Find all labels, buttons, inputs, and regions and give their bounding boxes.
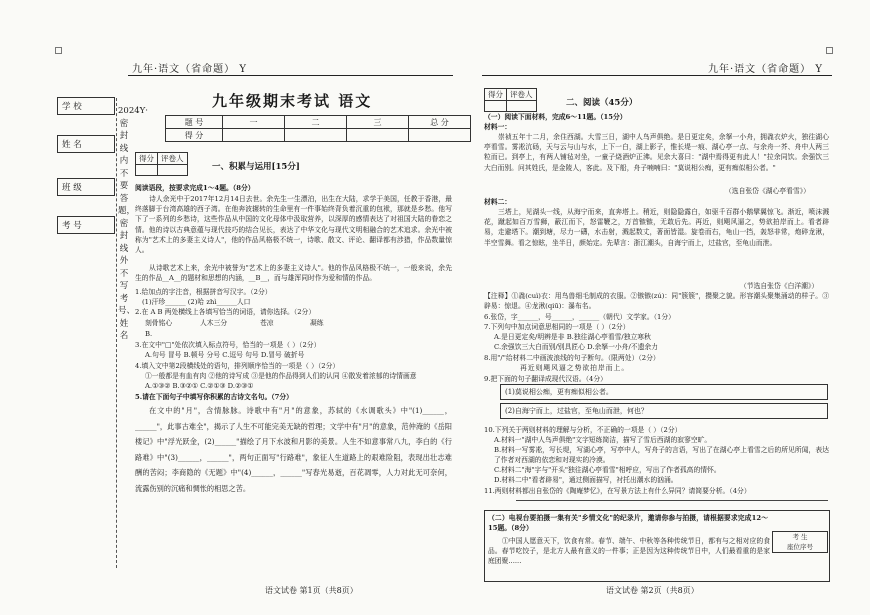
question-3: 3.在文中"□"处依次填入标点符号，恰当的一项是（ ）（2分） <box>135 341 321 349</box>
annotations: 【注释】①毳(cuì)衣：用鸟兽细毛制成的衣服。②镞镞(zú)：同"簇簇"，攒聚之貌。形容潮头聚集涌动的样子。③辟易：惊退。④龙湫(qiū)：瀑布名。 <box>484 292 829 311</box>
grader-name-cell[interactable] <box>158 165 188 176</box>
grader-name-label: 评卷人 <box>158 153 188 165</box>
q2-option: 刻骨铭心 <box>145 319 173 327</box>
q2-option: 凝练 <box>310 319 324 327</box>
question-5-text: 在文中的"月"，含情脉脉。诗歌中有"月"的意象，苏轼的《水调歌头》中"(1)______，______"，此事古难全"，揭示了人生不可能完美无缺的哲理；文学中有"月"的意象，范仲淹的《岳阳楼记》中"浮光跃金，(2)______"描绘了月下水波和月影的美景。人生不如意事常八九，李白的《行路难》中"(3)______，______"，两句正面写"行路难"，象征人生道路上的艰难险阻，表现出壮志难酬的苦闷；李商隐的《无题》中"(4)______，______"写春光易逝，百花凋零，人力对此无可奈何，流露伤别的沉痛和惆怅的相思之苦。 <box>135 406 452 493</box>
score-cell[interactable] <box>223 129 285 142</box>
header-right: 九年·语文（省命题） Y <box>708 64 823 75</box>
material-2-text: 三塔上，见湖头一线，从海宁而来，直奔塔上。稍近，则隐隐露白，如驱千百群小鹅擘翼惊飞。渐近，喷沫溅花，蹴起如百万雪狮，蔽江而下，怒雷鞭之，万首镞镞，无敢后先。再近，则飓风逼之，势欲拍岸而上。看者辟易，走避塔下。潮到塘，尽力一礴，水击射，溅起数丈，著面皆湿。旋卷而右，龟山一挡，轰怒非常，炮碎龙湫，半空雪舞。看之惊眩，坐半日，颜始定。先辈言：浙江潮头，自海宁而上，过盐官，至龟山而泄。 <box>484 208 829 247</box>
question-4: 4.填入文中第2段横线处的语句，排列顺序恰当的一项是（ ）（2分） <box>135 362 340 370</box>
score-cell[interactable] <box>409 129 471 142</box>
reading-part-1: （一）阅读下面材料，完成6～11题。（15分） <box>484 113 627 121</box>
crop-mark <box>55 47 62 54</box>
header-left: 九年·语文（省命题） Y <box>132 64 247 75</box>
grader-score-cell[interactable] <box>485 101 507 112</box>
score-header-cell: 一 <box>223 116 285 129</box>
q10-option-d: D.材料二中"看者辟易"，通过侧面描写，衬托出潮水的汹涌。 <box>494 476 678 484</box>
grader-box-left <box>135 152 188 176</box>
page-footer-left: 语文试卷 第1页（共8页） <box>265 586 358 595</box>
score-header-cell: 题 号 <box>166 116 223 129</box>
answer-line[interactable] <box>516 500 828 501</box>
q10-option-a: A.材料一"湖中人鸟声俱绝"文字短练简洁，描写了雪后西湖的寂寥空旷。 <box>494 436 712 444</box>
seal-line <box>116 98 117 568</box>
question-6: 6.张岱，字______，号______，______（朝代）文学家。（1分） <box>484 313 675 321</box>
material-1-source: （选自张岱《湖心亭看雪》） <box>725 187 810 195</box>
class-field[interactable]: 班 级 <box>57 178 115 196</box>
page-footer-right: 语文试卷 第2页（共8页） <box>606 586 699 595</box>
score-cell[interactable] <box>285 129 347 142</box>
material-2-source: （节选自张岱《白洋潮》） <box>740 282 819 290</box>
score-header-cell: 总 分 <box>409 116 471 129</box>
q2-b-label: B. <box>145 330 153 338</box>
score-table <box>165 115 471 142</box>
crop-mark <box>826 47 833 54</box>
q2-option: 人木三分 <box>200 319 228 327</box>
question-9: 9.把下面的句子翻译成现代汉语。（4分） <box>484 375 607 383</box>
grader-score-label: 得分 <box>485 89 507 101</box>
material-2-label: 材料二： <box>484 198 512 206</box>
question-10: 10.下列关于两则材料的理解与分析，不正确的一项是（ ）（2分） <box>484 426 682 434</box>
seat-number-box[interactable]: 考 生 座位序号 <box>772 531 828 553</box>
question-5: 5.请在下面句子中填写你积累的古诗文名句。（7分） <box>135 393 293 401</box>
score-cell[interactable] <box>347 129 409 142</box>
header-rule-right <box>482 75 832 76</box>
question-1-items: (1)汗珍______ (2)哈 zhì______人口 <box>142 298 251 306</box>
score-row-label: 得 分 <box>166 129 223 142</box>
grader-score-cell[interactable] <box>136 165 158 176</box>
question-7-options-ab: A.是日更定矣/明辨是非 B.独往湖心亭看雪/独立寒秋 <box>494 333 651 341</box>
material-1-text: 崇祯五年十二月，余住西湖。大雪三日，湖中人鸟声俱绝。是日更定矣，余拏一小舟，拥毳衣炉火，独往湖心亭看雪。雾凇沆砀，天与云与山与水，上下一白，湖上影子，惟长堤一痕、湖心亭一点、与余舟一芥、舟中人两三粒而已。到亭上，有两人铺毡对坐，一童子烧酒炉正沸。见余大喜曰："湖中焉得更有此人！"拉余同饮。余强饮三大白而别。问其姓氏，是金陵人，客此。及下船，舟子喃喃曰："莫说相公痴，更有痴似相公者。" <box>484 133 829 172</box>
reading-part-2: （二）电视台要拍摄一集有关"乡情文化"的纪录片，邀请你参与拍摄，请根据要求完成12～15题。（8分） <box>488 514 768 533</box>
question-4-items: ①一般都是有血有肉 ②他的诗写成 ③是他的作品得到人们的认同 ④散发着浓郁的诗情画意 <box>145 372 417 380</box>
section-2-title: 二、阅读（45分） <box>566 98 638 108</box>
school-field[interactable]: 学 校 <box>57 97 115 115</box>
question-7: 7.下列句中加点词意思相同的一项是（ ）（2分） <box>484 323 630 331</box>
question-8: 8.用"/"给材料二中画波浪线的句子断句。（限两处）（2分） <box>484 354 660 362</box>
question-2: 2.在 A B 两处横线上各填写恰当的词语，请你选择。（2分） <box>135 308 316 316</box>
grader-score-label: 得分 <box>136 153 158 165</box>
passage-paragraph-2: 从诗歌艺术上来，余光中被誉为"艺术上的多妻主义诗人"。他的作品风格极不统一，一般来说，余先生的作品__A__的题材和思想的内涵，__B__，而与雄浑同时作为爱和情的作品。 <box>135 264 452 283</box>
header-rule-left <box>128 75 453 76</box>
score-header-cell: 二 <box>285 116 347 129</box>
question-4-options: A.①③② B.③②① C.②①③ D.②③① <box>145 382 254 390</box>
question-7-options-cd: C.余强饮三大白而别/别具匠心 D.余拏一小舟/不遗余力 <box>494 343 658 351</box>
name-field[interactable]: 姓 名 <box>57 135 115 153</box>
exam-number-field[interactable]: 考 号 <box>57 216 115 234</box>
q2-option: 苍凉 <box>260 319 274 327</box>
material-1-label: 材料一： <box>484 123 512 131</box>
grader-name-cell[interactable] <box>507 101 537 112</box>
answer-box-9-1[interactable]: (1)莫说相公痴，更有痴似相公者。 <box>500 384 828 400</box>
question-11: 11.两则材料都出自张岱的《陶庵梦忆》，在写景方法上有什么异同？请简要分析。（4分） <box>484 487 751 495</box>
seal-line-notice: 2024Y·密封线内不要答题，密封线外不写考号、姓名 <box>118 106 148 341</box>
answer-box-9-2[interactable]: (2)自海宁而上，过盐官，至龟山而泄，何也？ <box>500 403 828 419</box>
part-2-text: ①中国人愿意天下，饮食有常。春节、端午、中秋等各种传统节日，都有与之相对应的食品。春节吃饺子，是北方人最有意义的一件事；正是因为这种传统节日中，人们最看重的是家庭团聚...... <box>488 537 770 566</box>
q10-option-c: C.材料二"海"字与"开头"独往湖心亭看雪"相呼应，写出了作者孤高的情怀。 <box>494 466 721 474</box>
reading-intro: 阅读语段，按要求完成1～4题。（8分） <box>135 184 255 192</box>
question-1: 1.给加点的字注音，根据拼音写汉字。（2分） <box>135 288 272 296</box>
grader-name-label: 评卷人 <box>507 89 537 101</box>
exam-title: 九年级期末考试 语文 <box>212 92 373 110</box>
question-3-options: A.句号 冒号 B.顿号 分号 C.逗号 句号 D.冒号 破折号 <box>145 351 305 359</box>
section-1-title: 一、积累与运用[15分] <box>212 162 300 172</box>
grader-box-right <box>484 88 537 112</box>
score-header-cell: 三 <box>347 116 409 129</box>
q10-option-b: B.材料一写雾凇，写长堤，写湖心亭，写亭中人，写舟子的言语，写出了在湖心亭上看雪之后的所见所闻，表达了作者对西湖的依恋和对现实的冷漠。 <box>494 446 829 465</box>
passage-paragraph-1: 诗人余光中于2017年12月14日去世。余先生一生漂泊，出生在大陆，求学于美国，任教于香港，最终落脚于台湾高雄的西子湾。在他奔波辗转的生命里有一件事始终背负着沉重的包袱，那就是乡愁。他写下了一系列的乡愁诗，这些作品从中国的文化母体中汲取营养，以深厚的感情表达了对祖国大陆的眷恋之情。他的诗以古典意蕴与现代技巧的结合见长，表达了中华文化与现代文明相融合的艺术追求。余光中被称为"艺术上的多妻主义诗人"，他的作品风格极不统一，诗歌、散文、评论、翻译都有涉猎，作品数量惊人。 <box>135 195 452 255</box>
question-8-sentence: 再近则飓风逼之势欲拍岸而上。 <box>520 364 630 372</box>
